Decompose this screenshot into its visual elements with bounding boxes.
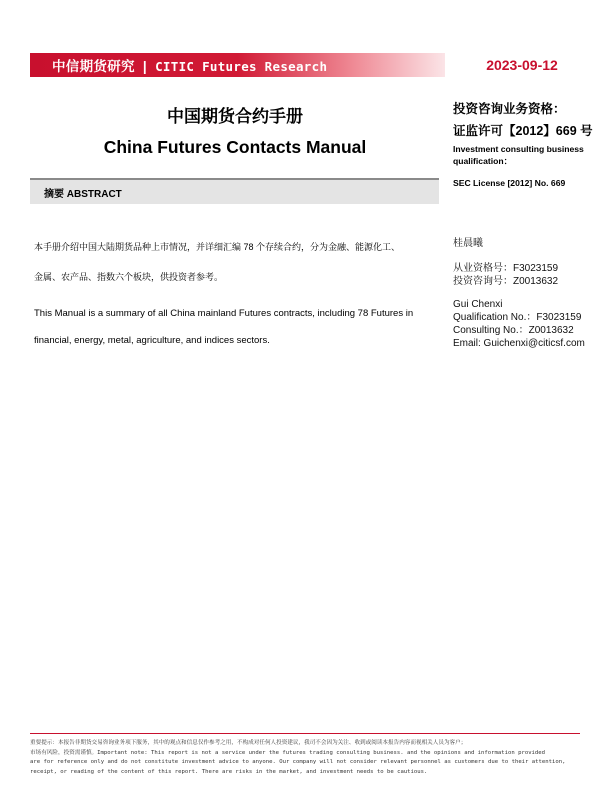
- disclaimer: [30, 739, 580, 777]
- banner-brand: [52, 55, 327, 75]
- consulting-number-en: Consulting No.：Z0013632: [453, 325, 574, 336]
- qualification-cn-line2: 证监许可【2012】669 号: [453, 124, 593, 138]
- qualification-en: Investment consulting business qualification：: [453, 144, 584, 166]
- disclaimer-line: are for reference only and do not constitute investment advice to anyone. Our company will not consider relevant personnel as customers due to their attention,: [30, 759, 566, 765]
- disclaimer-line: 市场有风险，投资需谨慎。Important note: This report is not a service under the futures trading consulting business. and the opinions and information provided: [30, 749, 546, 756]
- header-banner: [30, 53, 445, 77]
- abstract-label: 摘要 ABSTRACT: [44, 188, 122, 200]
- consulting-number-cn: 投资咨询号：Z0013632: [453, 276, 559, 287]
- title-en: China Futures Contacts Manual: [103, 137, 367, 157]
- analyst-numbers-cn: [453, 262, 558, 288]
- title-cn: 中国期货合约手册: [167, 107, 303, 126]
- abstract-cn: [34, 232, 444, 292]
- brand-separator: |: [142, 59, 147, 74]
- abstract-cn-line: 金属、农产品、指数六个板块，供投资者参考。: [34, 272, 224, 282]
- disclaimer-line: receipt, or reading of the content of this report. There are risks in the market, and investment needs to be cautious.: [30, 768, 428, 775]
- abstract-en-line: This Manual is a summary of all China mainland Futures contracts, including 78 Futures in: [34, 308, 414, 319]
- qualification-number-cn: 从业资格号：F3023159: [453, 263, 559, 274]
- brand-en: CITIC Futures Research: [155, 59, 328, 74]
- abstract-header: [30, 180, 439, 204]
- analyst-name-cn-text: 桂晨曦: [453, 238, 483, 249]
- qualification-cn-line1: 投资咨询业务资格：: [453, 102, 566, 116]
- analyst-info-en: [453, 298, 585, 350]
- footer-divider: [30, 733, 580, 734]
- report-date: 2023-09-12: [486, 57, 558, 73]
- analyst-email[interactable]: Email: Guichenxi@citicsf.com: [453, 338, 585, 349]
- qualification-number-en: Qualification No.：F3023159: [453, 312, 582, 323]
- disclaimer-line: 重要提示：本报告非期货交易咨询业务项下服务，其中的观点和信息仅作参考之用，不构成对任何人投资建议，我司不会因为关注、收到或阅读本报告内容而视相关人员为客户；: [30, 740, 467, 746]
- abstract-cn-line: 本手册介绍中国大陆期货品种上市情况，并详细汇编 78 个存续合约，分为金融、能源化工、: [34, 242, 401, 252]
- abstract-en-line: financial, energy, metal, agriculture, and indices sectors.: [34, 335, 270, 346]
- sec-license: SEC License [2012] No. 669: [453, 178, 566, 188]
- abstract-en: [34, 300, 440, 354]
- analyst-name-en: Gui Chenxi: [453, 299, 503, 310]
- analyst-name-cn: [453, 237, 483, 250]
- brand-cn: 中信期货研究: [52, 59, 135, 74]
